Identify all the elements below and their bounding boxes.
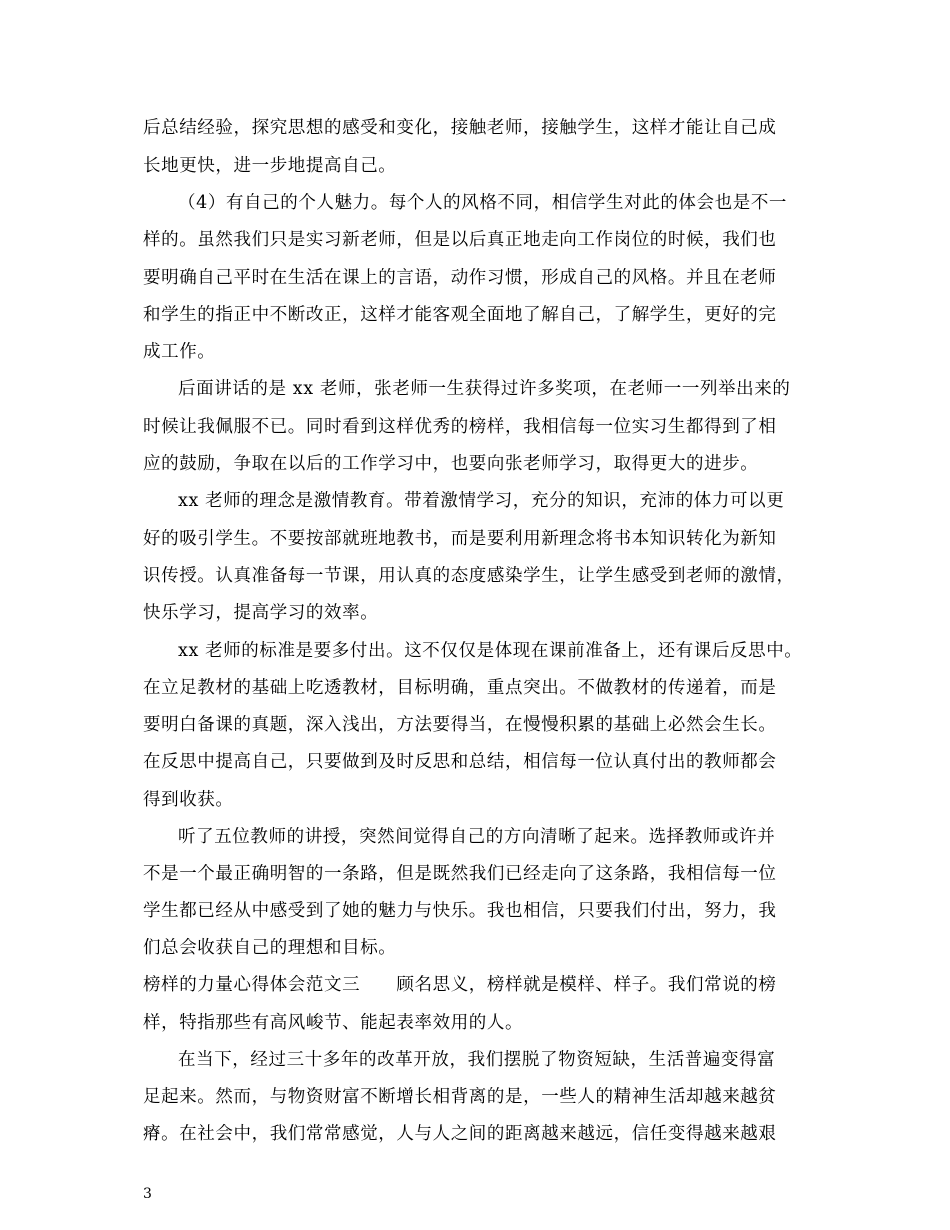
- text-line: xx 老师的标准是要多付出。这不仅仅是体现在课前准备上，还有课后反思中。: [178, 641, 803, 661]
- text-line: 应的鼓励，争取在以后的工作学习中，也要向张老师学习，取得更大的进步。: [143, 454, 759, 474]
- text-line: 足起来。然而，与物资财富不断增长相背离的是，一些人的精神生活却越来越贫: [143, 1087, 777, 1107]
- text-line: 要明确自己平时在生活在课上的言语，动作习惯，形成自己的风格。并且在老师: [143, 268, 777, 288]
- text-line: 榜样的力量心得体会范文三 顾名思义，榜样就是模样、样子。我们常说的榜: [143, 975, 777, 995]
- text-line: （4）有自己的个人魅力。每个人的风格不同，相信学生对此的体会也是不一: [178, 193, 788, 213]
- text-line: 听了五位教师的讲授，突然间觉得自己的方向清晰了起来。选择教师或许并: [178, 827, 776, 847]
- text-line: 在立足教材的基础上吃透教材，目标明确，重点突出。不做教材的传递着，而是: [143, 678, 777, 698]
- page-number: 3: [143, 1186, 152, 1202]
- text-line: 和学生的指正中不断改正，这样才能客观全面地了解自己，了解学生，更好的完: [143, 305, 777, 325]
- text-line: 后面讲话的是 xx 老师，张老师一生获得过许多奖项，在老师一一列举出来的: [178, 379, 791, 399]
- text-line: 好的吸引学生。不要按部就班地教书，而是要利用新理念将书本知识转化为新知: [143, 529, 777, 549]
- text-line: 得到收获。: [143, 790, 234, 810]
- text-line: 要明白备课的真题，深入浅出，方法要得当，在慢慢积累的基础上必然会生长。: [143, 715, 777, 735]
- text-line: 后总结经验，探究思想的感受和变化，接触老师，接触学生，这样才能让自己成: [143, 118, 777, 138]
- text-line: 在当下，经过三十多年的改革开放，我们摆脱了物资短缺，生活普遍变得富: [178, 1050, 776, 1070]
- text-line: 快乐学习，提高学习的效率。: [143, 603, 379, 623]
- text-line: 学生都已经从中感受到了她的魅力与快乐。我也相信，只要我们付出，努力，我: [143, 901, 777, 921]
- text-line: 长地更快，进一步地提高自己。: [143, 156, 397, 176]
- text-line: 样的。虽然我们只是实习新老师，但是以后真正地走向工作岗位的时候，我们也: [143, 230, 777, 250]
- text-line: 样，特指那些有高风峻节、能起表率效用的人。: [143, 1013, 524, 1033]
- text-line: 成工作。: [143, 342, 216, 362]
- text-line: 识传授。认真准备每一节课，用认真的态度感染学生，让学生感受到老师的激情，: [143, 566, 795, 586]
- text-line: 们总会收获自己的理想和目标。: [143, 938, 397, 958]
- text-line: xx 老师的理念是激情教育。带着激情学习，充分的知识，充沛的体力可以更: [178, 491, 785, 511]
- text-line: 瘠。在社会中，我们常常感觉，人与人之间的距离越来越远，信任变得越来越艰: [143, 1124, 777, 1144]
- text-line: 不是一个最正确明智的一条路，但是既然我们已经走向了这条路，我相信每一位: [143, 864, 777, 884]
- text-line: 在反思中提高自己，只要做到及时反思和总结，相信每一位认真付出的教师都会: [143, 752, 777, 772]
- text-line: 时候让我佩服不已。同时看到这样优秀的榜样，我相信每一位实习生都得到了相: [143, 417, 777, 437]
